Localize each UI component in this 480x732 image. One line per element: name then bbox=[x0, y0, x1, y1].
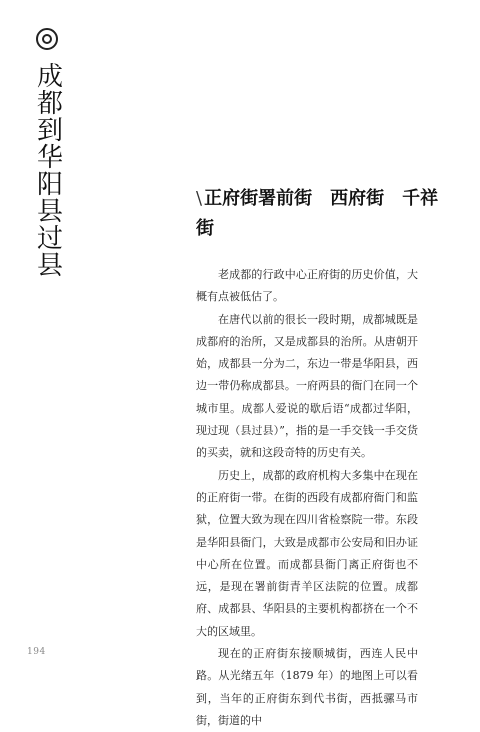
double-circle-icon bbox=[36, 28, 58, 50]
body-text bbox=[196, 264, 418, 732]
paragraph: 历史上，成都的政府机构大多集中在现在的正府街一带。在街的西段有成都府衙门和监狱，位置大致为现在四川省检察院一带。东段是华阳县衙门，大致是成都市公安局和旧办证中心所在位置。而成都县衙门离正府街也不远，是现在署前街青羊区法院的位置。成都府、成都县、华阳县的主要机构都挤在一个不大的区域里。 bbox=[196, 468, 418, 638]
page-number: 194 bbox=[27, 647, 46, 657]
paragraph: 现在的正府街东接顺城街，西连人民中路。从光绪五年（1879 年）的地图上可以看到，当年的正府街东到代书街，西抵骡马市街，街道的中 bbox=[196, 647, 418, 727]
section-heading bbox=[196, 184, 446, 244]
sidebar bbox=[30, 28, 64, 278]
paragraph: 在唐代以前的很长一段时期，成都城既是成都府的治所，又是成都县的治所。从唐朝开始，成都县一分为二，东边一带是华阳县，西边一带仍称成都县。一府两县的衙门在同一个城市里。成都人爱说的歇后语“成都过华阳，现过现（县过县）”，指的是一手交钱一手交货的买卖，就和这段奇特的历史有关。 bbox=[196, 312, 418, 460]
heading-slash: \ bbox=[196, 188, 203, 209]
section-title: 正府街署前街 西府街 千祥街 bbox=[196, 188, 439, 239]
paragraph: 老成都的行政中心正府街的历史价值，大概有点被低估了。 bbox=[196, 268, 418, 304]
chapter-title: 成都到华阳县过县 bbox=[32, 62, 63, 278]
